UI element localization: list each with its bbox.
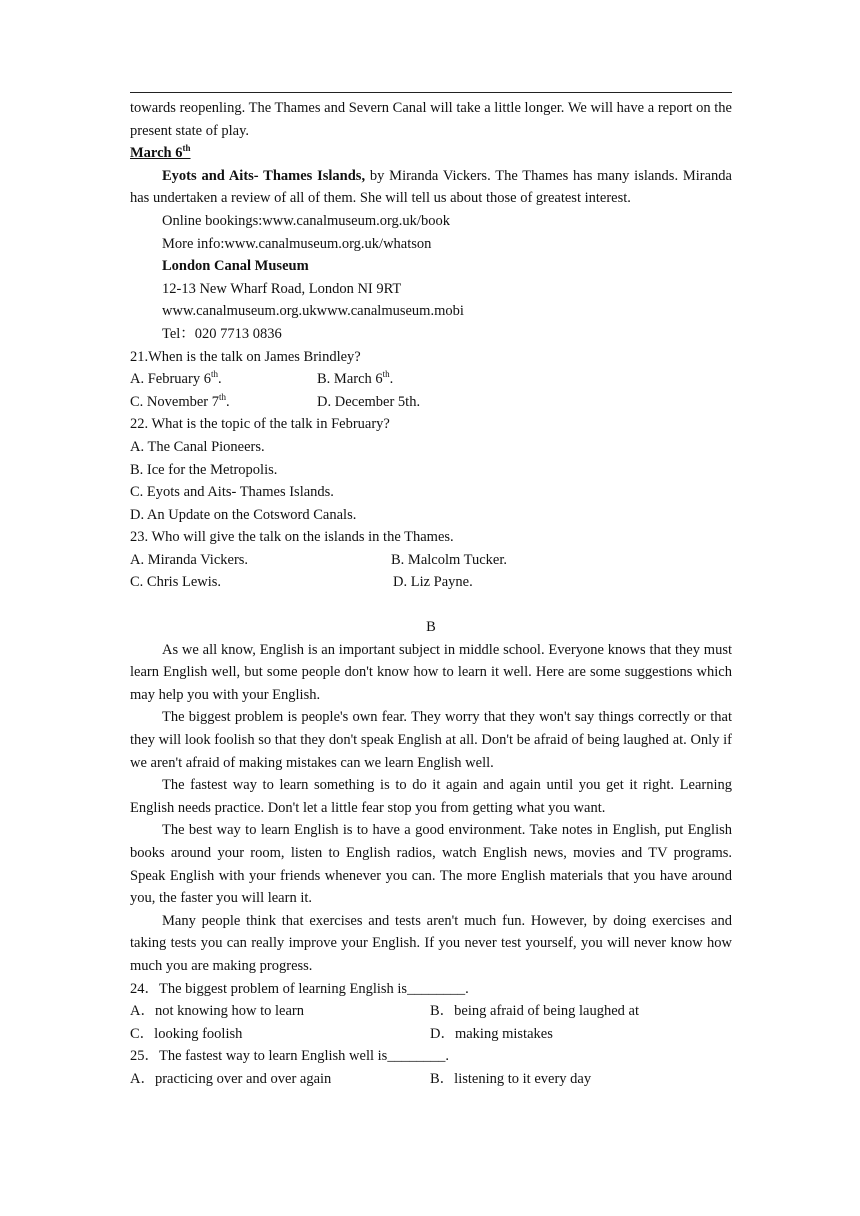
passage-b-paragraph-1: As we all know, English is an important subject in middle school. Everyone knows that they must learn English well, but some people don't know how to learn it well. Here are some suggestions which may help you with your English.	[130, 641, 732, 703]
passage-b-paragraph-4: The best way to learn English is to have a good environment. Take notes in English, put English books around your room, listen to English radios, watch English news, movies and TV programs. Speak English with your friends whenever you can. The more English materials that you have around you, the faster you will learn it.	[130, 822, 732, 907]
question-22-option-c: C. Eyots and Aits- Thames Islands.	[130, 484, 334, 501]
question-21-stem: 21.When is the talk on James Brindley?	[130, 348, 361, 365]
question-22-stem: 22. What is the topic of the talk in February?	[130, 416, 390, 433]
talk-title: Eyots and Aits- Thames Islands,	[162, 167, 366, 184]
question-25-option-a: A．practicing over and over again	[130, 1070, 332, 1087]
online-bookings: Online bookings:www.canalmuseum.org.uk/book	[162, 212, 450, 229]
question-24-stem: 24．The biggest problem of learning English is________.	[130, 980, 469, 997]
question-23-options-row2	[130, 571, 732, 594]
section-b-heading: B	[426, 619, 436, 636]
question-23-option-a: A. Miranda Vickers.	[130, 551, 249, 568]
question-21-options-row2	[130, 391, 732, 414]
question-22-option-d: D. An Update on the Cotsword Canals.	[130, 506, 357, 523]
question-24-option-b: B．being afraid of being laughed at	[430, 1003, 639, 1020]
date-heading: March 6th	[130, 143, 191, 162]
question-23-stem: 23. Who will give the talk on the islands in the Thames.	[130, 529, 454, 546]
passage-a-continuation: towards reopenling. The Thames and Severn Canal will take a little longer. We will have a report on the present state of play.	[130, 100, 732, 139]
document-page	[130, 92, 732, 1091]
museum-websites: www.canalmuseum.org.ukwww.canalmuseum.mobi	[162, 303, 464, 320]
question-23-option-c: C. Chris Lewis.	[130, 574, 222, 591]
museum-address: 12-13 New Wharf Road, London NI 9RT	[162, 280, 402, 297]
question-22-option-b: B. Ice for the Metropolis.	[130, 461, 278, 478]
talk-description: Eyots and Aits- Thames Islands, by Miranda Vickers. The Thames has many islands. Miranda has undertaken a review of all of them. She will tell us about those of greatest interest.	[130, 167, 732, 207]
question-24-options-row2	[130, 1023, 732, 1046]
passage-b-paragraph-3: The fastest way to learn something is to do it again and again until you get it right. Learning English needs practice. Don't let a little fear stop you from getting what you want.	[130, 777, 732, 816]
museum-info	[130, 210, 732, 346]
question-22-option-a: A. The Canal Pioneers.	[130, 438, 265, 455]
question-25-option-b: B．listening to it every day	[430, 1070, 592, 1087]
question-21-option-a: A. February 6th.	[130, 369, 222, 388]
question-24-option-a: A．not knowing how to learn	[130, 1003, 304, 1020]
question-24-option-c: C．looking foolish	[130, 1025, 243, 1042]
question-21-option-b: B. March 6th.	[317, 369, 394, 388]
question-21-option-d: D. December 5th.	[317, 393, 421, 410]
question-23-options-row1	[130, 549, 732, 572]
more-info: More info:www.canalmuseum.org.uk/whatson	[162, 235, 432, 252]
question-25-options-row1	[130, 1068, 732, 1091]
passage-b-paragraph-2: The biggest problem is people's own fear. They worry that they won't say things correctly or that they will look foolish so that they don't speak English at all. Don't be afraid of being laughed at. Only if we aren't afraid of making mistakes can we learn English well.	[130, 709, 732, 771]
header-rule	[130, 92, 732, 93]
question-21-options-row1	[130, 368, 732, 391]
question-23-option-b: B. Malcolm Tucker.	[391, 551, 508, 568]
question-24-option-d: D．making mistakes	[430, 1025, 553, 1042]
question-21-option-c: C. November 7th.	[130, 391, 230, 410]
question-25-stem: 25．The fastest way to learn English well is________.	[130, 1048, 449, 1065]
question-23-option-d: D. Liz Payne.	[393, 574, 473, 591]
section-gap	[130, 594, 732, 616]
museum-tel: Tel：020 7713 0836	[162, 325, 282, 342]
question-24-options-row1	[130, 1000, 732, 1023]
museum-name: London Canal Museum	[162, 258, 309, 275]
passage-b-paragraph-5: Many people think that exercises and tests aren't much fun. However, by doing exercises and taking tests you can really improve your English. If you never test yourself, you will never know how much you are making progress.	[130, 912, 732, 974]
